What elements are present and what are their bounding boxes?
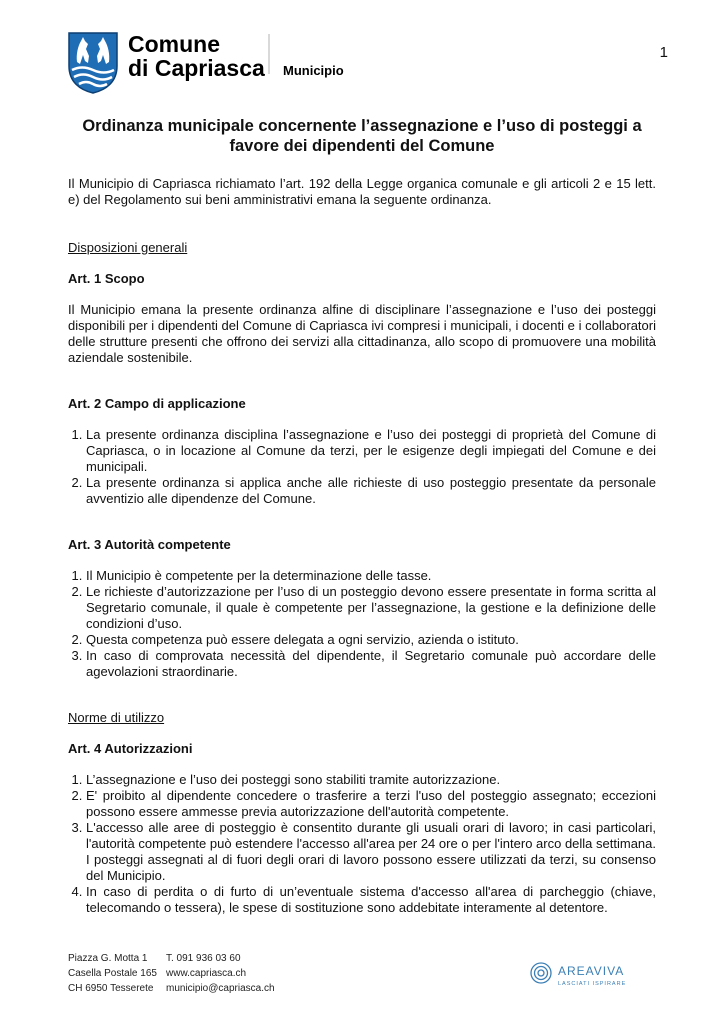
partner-tagline: LASCIATI ISPIRARE — [558, 981, 627, 987]
footer-address — [68, 951, 157, 996]
article-1-text: Il Municipio emana la presente ordinanza alfine di disciplinare l’assegnazione e l’uso dei posteggi disponibili per i dipendenti del Comune di Capriasca ivi compresi i municipali, i docenti e i collaboratori delle strutture presenti che offrono dei servizi alla cittadinanza, allo scopo di promuovere una mobilità aziendale sostenibile. — [68, 302, 656, 365]
article-4-list — [68, 772, 656, 916]
list-item: 3. In caso di comprovata necessità del dipendente, il Segretario comunale può accordare delle agevolazioni straordinarie. — [86, 648, 656, 680]
article-1-heading: Art. 1 Scopo — [68, 271, 145, 286]
footer — [68, 951, 656, 995]
list-item: 2. La presente ordinanza si applica anche alle richieste di uso posteggio presentate da personale avventizio alle dipendenze del Comune. — [86, 475, 656, 507]
article-3-heading: Art. 3 Autorità competente — [68, 537, 231, 552]
document-body — [68, 116, 656, 916]
areaviva-logo — [530, 962, 630, 992]
intro-paragraph: Il Municipio di Capriasca richiamato l’art. 192 della Legge organica comunale e gli articoli 2 e 15 lett. e) del Regolamento sui beni amministrativi emana la seguente ordinanza. — [68, 176, 656, 207]
article-3-list — [68, 568, 656, 680]
office-name: Municipio — [283, 63, 344, 78]
address-line: Piazza G. Motta 1 — [68, 953, 148, 964]
letterhead — [68, 32, 668, 96]
partner-name: AREAVIVA — [558, 964, 625, 978]
list-item: 3. L'accesso alle aree di posteggio è consentito durante gli usuali orari di lavoro; in casi particolari, l'autorità competente può estendere l'accesso all'area per 24 ore o per l'intero arco della settimana. I posteggi assegnati al di fuori degli orari di lavoro possono essere utilizzati da terzi, su consenso del Municipio. — [86, 820, 656, 884]
phone-number: T. 091 936 03 60 — [166, 953, 241, 964]
document-title: Ordinanza municipale concernente l’assegnazione e l’uso di posteggi a favore dei dipendenti del Comune — [82, 117, 642, 155]
address-line: Casella Postale 165 — [68, 968, 157, 979]
email-link[interactable]: municipio@capriasca.ch — [166, 983, 275, 994]
list-item: 2. E' proibito al dipendente concedere o trasferire a terzi l'uso del posteggio assegnato; eccezioni possono essere ammesse previa autorizzazione dell'autorità competente. — [86, 788, 656, 820]
list-item: 4. In caso di perdita o di furto di un’eventuale sistema d'accesso all'area di parcheggio (chiave, telecomando o tessera), le spese di sostituzione sono addebitate interamente al detentore. — [86, 884, 656, 916]
section-heading-general: Disposizioni generali — [68, 240, 188, 255]
section-heading-usage: Norme di utilizzo — [68, 710, 165, 725]
article-4-heading: Art. 4 Autorizzazioni — [68, 741, 193, 756]
address-line: CH 6950 Tesserete — [68, 983, 154, 994]
list-item: 1. La presente ordinanza disciplina l’assegnazione e l’uso dei posteggi di proprietà del Comune di Capriasca, o in locazione al Comune da terzi, per le esigenze degli impiegati del Comune e dei municipali. — [86, 427, 656, 475]
brand-line-2: di Capriasca — [128, 55, 265, 81]
list-item: 2. Questa competenza può essere delegata a ogni servizio, azienda o istituto. — [86, 632, 656, 648]
article-2-list — [68, 427, 656, 507]
list-item: 1. Il Municipio è competente per la determinazione delle tasse. — [86, 568, 656, 584]
list-item: 2. Le richieste d’autorizzazione per l’uso di un posteggio devono essere presentate in forma scritta al Segretario comunale, il quale è competente per l’assegnazione, la gestione e la definizione delle condizioni d’uso. — [86, 584, 656, 632]
article-2-heading: Art. 2 Campo di applicazione — [68, 396, 246, 411]
header-divider — [268, 34, 270, 74]
areaviva-swirl-icon — [530, 962, 552, 984]
footer-contacts — [166, 951, 275, 996]
page-number: 1 — [659, 44, 668, 61]
coat-of-arms-icon — [68, 32, 118, 94]
municipality-name — [128, 32, 265, 80]
brand-line-1: Comune — [128, 31, 220, 57]
website-link[interactable]: www.capriasca.ch — [166, 968, 247, 979]
list-item: 1. L’assegnazione e l’uso dei posteggi sono stabiliti tramite autorizzazione. — [86, 772, 656, 788]
